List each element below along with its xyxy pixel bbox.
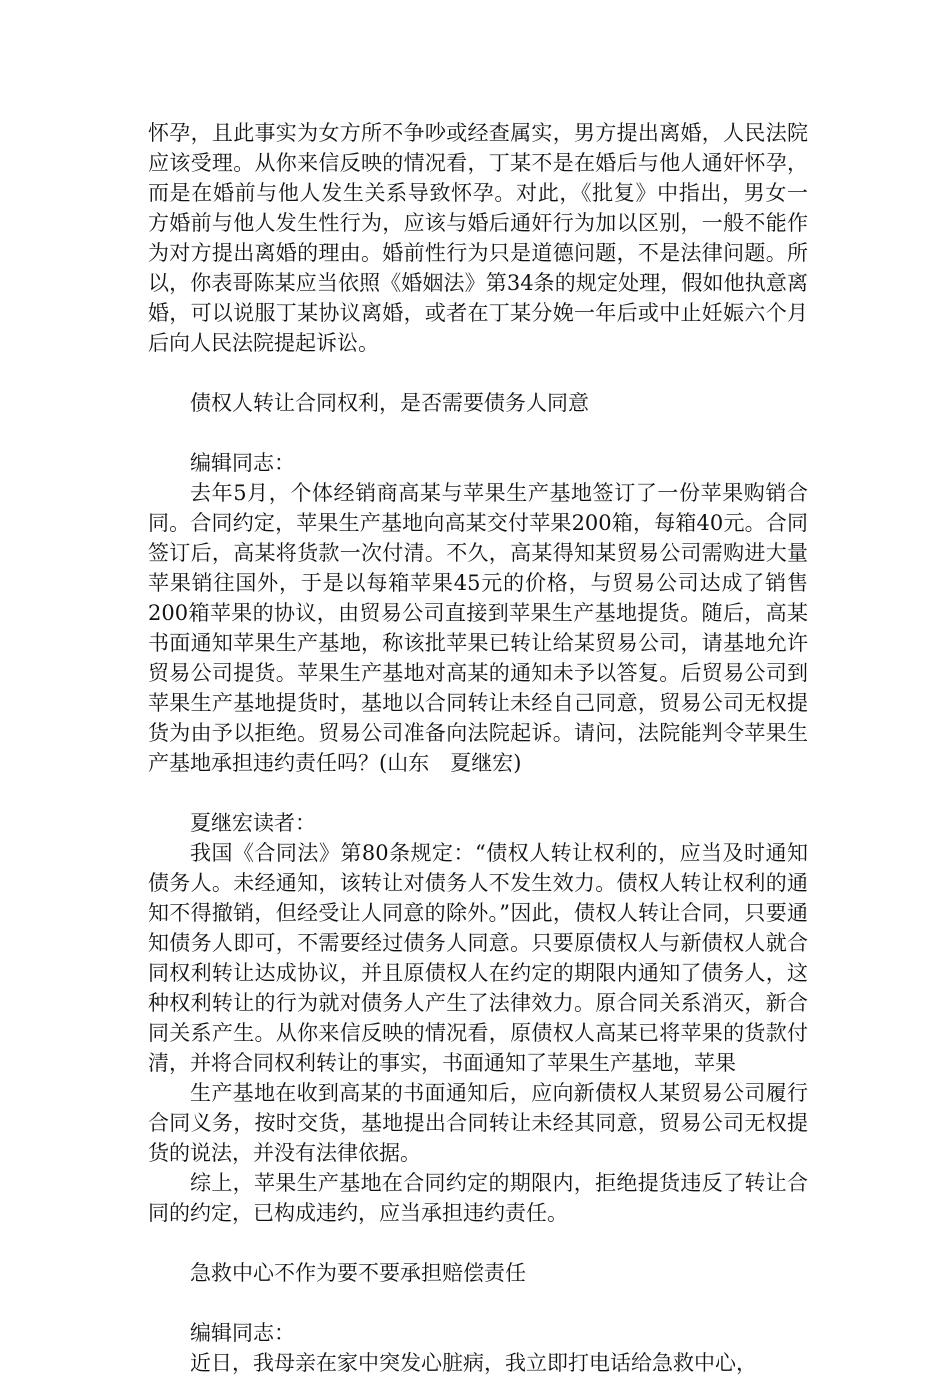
letter-emergency-start: 近日，我母亲在家中突发心脏病，我立即打电话给急救中心， — [190, 1351, 757, 1375]
letter-apple-contract: 去年5月，个体经销商高某与苹果生产基地签订了一份苹果购销合同。合同约定，苹果生产基地向高某交付苹果200箱，每箱40元。合同签订后，高某将货款一次付清。不久，高某得知某贸易公司需购进大量苹果销往国外，于是以每箱苹果45元的价格，与贸易公司达成了销售200箱苹果的协议，由贸易公司直接到苹果生产基地提货。随后，高某书面通知苹果生产基地，称该批苹果已转让给某贸易公司，请基地允许贸易公司提货。苹果生产基地对高某的通知未予以答复。后贸易公司到苹果生产基地提货时，基地以合同转让未经自己同意，贸易公司无权提货为由予以拒绝。贸易公司准备向法院起诉。请问，法院能判令苹果生产基地承担违约责任吗？(山东 夏继宏) — [148, 481, 808, 775]
article-title-emergency-center: 急救中心不作为要不要承担赔偿责任 — [190, 1261, 526, 1285]
article-title-creditor-transfer: 债权人转让合同权利，是否需要债务人同意 — [190, 391, 589, 415]
reply-paragraph-conclusion: 综上，苹果生产基地在合同约定的期限内，拒绝提货违反了转让合同的约定，已构成违约，应当承担违约责任。 — [148, 1171, 808, 1225]
reply-paragraph-law: 我国《合同法》第80条规定：“债权人转让权利的，应当及时通知债务人。未经通知，该转让对债务人不发生效力。债权人转让权利的通知不得撤销，但经受让人同意的除外。”因此，债权人转让合同，只要通知债务人即可，不需要经过债务人同意。只要原债权人与新债权人就合同权利转让达成协议，并且原债权人在约定的期限内通知了债务人，这种权利转让的行为就对债务人产生了法律效力。原合同关系消灭，新合同关系产生。从你来信反映的情况看，原债权人高某已将苹果的货款付清，并将合同权利转让的事实，书面通知了苹果生产基地，苹果 — [148, 841, 808, 1075]
reply-paragraph-obligation: 生产基地在收到高某的书面通知后，应向新债权人某贸易公司履行合同义务，按时交货，基地提出合同转让未经其同意，贸易公司无权提货的说法，并没有法律依据。 — [148, 1081, 808, 1165]
paragraph-continued: 怀孕，且此事实为女方所不争吵或经查属实，男方提出离婚，人民法院应该受理。从你来信反映的情况看，丁某不是在婚后与他人通奸怀孕，而是在婚前与他人发生关系导致怀孕。对此，《批复》中指出，男女一方婚前与他人发生性行为，应该与婚后通奸行为加以区别，一般不能作为对方提出离婚的理由。婚前性行为只是道德问题，不是法律问题。所以，你表哥陈某应当依照《婚姻法》第34条的规定处理，假如他执意离婚，可以说服丁某协议离婚，或者在丁某分娩一年后或中止妊娠六个月后向人民法院提起诉讼。 — [148, 121, 808, 355]
document-body — [148, 118, 808, 1378]
reply-salutation: 夏继宏读者： — [190, 811, 316, 835]
salutation-editor-2: 编辑同志： — [190, 1321, 295, 1345]
salutation-editor: 编辑同志： — [190, 451, 295, 475]
